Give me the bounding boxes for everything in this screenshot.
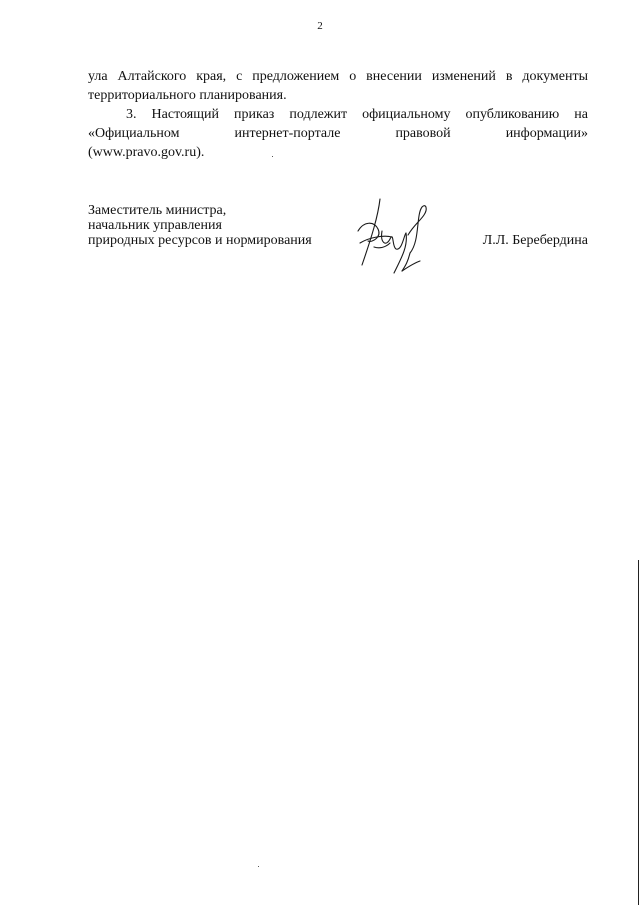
scan-edge-line (638, 560, 639, 905)
paragraph-continuation (88, 67, 588, 105)
signer-title (88, 203, 312, 248)
signer-title-line: Заместитель министра, (88, 203, 227, 218)
page-number: 2 (317, 20, 323, 32)
handwritten-signature-icon (350, 191, 440, 281)
scan-speck (258, 866, 259, 867)
signer-title-line: начальник управления (88, 218, 222, 233)
document-body (88, 67, 588, 162)
signer-name: Л.Л. Беребердина (482, 233, 588, 248)
signature-block (88, 203, 588, 283)
paragraph-line: «Официальном интернет-портале правовой информации» (88, 126, 588, 141)
paragraph-publication (88, 105, 588, 162)
paragraph-line: (www.pravo.gov.ru). (88, 145, 205, 160)
paragraph-line: ула Алтайского края, с предложением о внесении изменений в документы (88, 69, 588, 84)
signer-title-line: природных ресурсов и нормирования (88, 233, 312, 248)
paragraph-line: 3. Настоящий приказ подлежит официальному опубликованию на (126, 107, 588, 122)
paragraph-line: территориального планирования. (88, 88, 287, 103)
scan-speck (272, 156, 273, 157)
